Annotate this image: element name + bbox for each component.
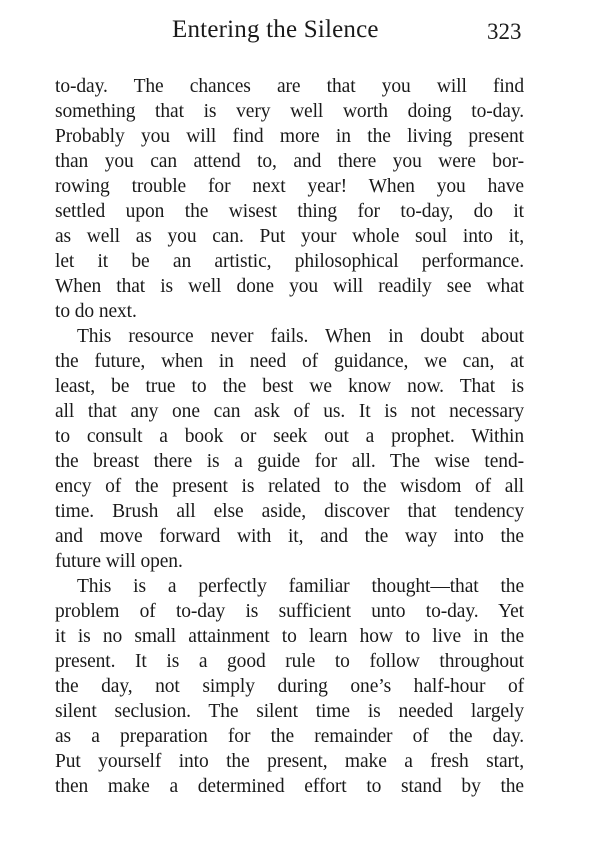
text-line: the future, when in need of guidance, we can, at (55, 351, 524, 372)
text-line: problem of to-day is sufficient unto to-day. Yet (55, 601, 524, 622)
text-line: the day, not simply during one’s half-hour of (55, 676, 524, 697)
text-line: let it be an artistic, philosophical performance. (55, 251, 524, 272)
text-line: all that any one can ask of us. It is not necessary (55, 401, 524, 422)
text-line: then make a determined effort to stand by the (55, 776, 524, 797)
text-line: to do next. (55, 301, 137, 322)
text-line: present. It is a good rule to follow throughout (55, 651, 524, 672)
text-line: rowing trouble for next year! When you have (55, 176, 524, 197)
text-line: as a preparation for the remainder of the day. (55, 726, 524, 747)
text-line: This is a perfectly familiar thought—that the (77, 576, 524, 597)
paragraph (55, 324, 524, 574)
text-line: least, be true to the best we know now. That is (55, 376, 524, 397)
text-line: to-day. The chances are that you will find (55, 76, 524, 97)
text-line: the breast there is a guide for all. The wise tend- (55, 451, 524, 472)
running-header (0, 16, 600, 52)
paragraph (55, 574, 524, 799)
text-line: ency of the present is related to the wisdom of all (55, 476, 524, 497)
text-line: as well as you can. Put your whole soul into it, (55, 226, 524, 247)
text-line: This resource never fails. When in doubt about (77, 326, 524, 347)
text-line: to consult a book or seek out a prophet. Within (55, 426, 524, 447)
text-line: future will open. (55, 551, 183, 572)
page-body-text (55, 74, 524, 799)
paragraph (55, 74, 524, 324)
text-line: settled upon the wisest thing for to-day, do it (55, 201, 524, 222)
text-line: than you can attend to, and there you were bor- (55, 151, 524, 172)
text-line: When that is well done you will readily see what (55, 276, 524, 297)
text-line: silent seclusion. The silent time is needed largely (55, 701, 524, 722)
text-line: time. Brush all else aside, discover that tendency (55, 501, 524, 522)
text-line: and move forward with it, and the way into the (55, 526, 524, 547)
page-number: 323 (487, 19, 522, 44)
running-title: Entering the Silence (172, 16, 379, 43)
text-line: Probably you will find more in the living present (55, 126, 524, 147)
text-line: something that is very well worth doing to-day. (55, 101, 524, 122)
text-line: it is no small attainment to learn how to live in the (55, 626, 524, 647)
text-line: Put yourself into the present, make a fresh start, (55, 751, 524, 772)
